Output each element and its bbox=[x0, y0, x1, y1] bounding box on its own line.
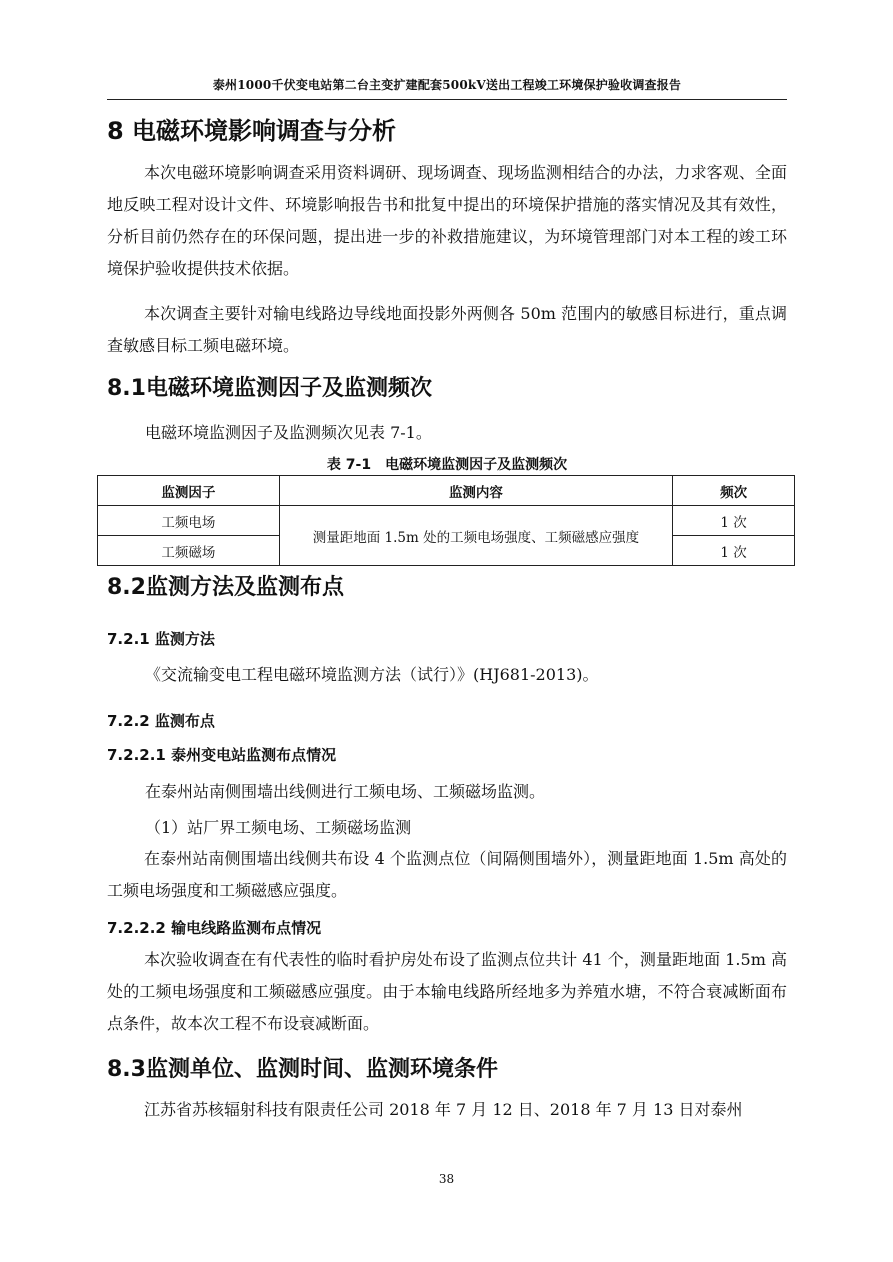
line-monitoring-paragraph: 本次验收调查在有代表性的临时看护房处布设了监测点位共计 41 个，测量距地面 1.5m 高处的工频电场强度和工频磁感应强度。由于本输电线路所经地多为养殖水塘，不符合衰减断面布点条件，故本次工程不布设衰减断面。 bbox=[107, 950, 787, 1033]
running-header: 泰州1000千伏变电站第二台主变扩建配套500kV送出工程竣工环境保护验收调查报告 bbox=[212, 78, 682, 92]
page-number: 38 bbox=[438, 1172, 455, 1186]
table-cell-factor: 工频电场 bbox=[98, 506, 280, 536]
monitoring-unit-paragraph: 江苏省苏核辐射科技有限责任公司 2018 年 7 月 12 日、2018 年 7 月 13 日对泰州 bbox=[144, 1100, 743, 1119]
chapter-title: 8 电磁环境影响调查与分析 bbox=[107, 117, 397, 145]
intro-paragraph: 本次电磁环境影响调查采用资料调研、现场调查、现场监测相结合的办法，力求客观、全面地反映工程对设计文件、环境影响报告书和批复中提出的环境保护措施的落实情况及其有效性，分析目前仍然存在的环保问题，提出进一步的补救措施建议，为环境管理部门对本工程的竣工环境保护验收提供技术依据。 bbox=[107, 163, 787, 278]
scope-paragraph: 本次调查主要针对输电线路边导线地面投影外两侧各 50m 范围内的敏感目标进行，重点调查敏感目标工频电磁环境。 bbox=[107, 304, 787, 355]
subsection-7-2-2-title: 7.2.2 监测布点 bbox=[107, 712, 215, 730]
table-caption: 表 7-1 电磁环境监测因子及监测频次 bbox=[326, 457, 568, 473]
table-header-cell: 监测因子 bbox=[98, 476, 280, 506]
header-rule bbox=[107, 99, 787, 100]
monitoring-factor-table bbox=[97, 475, 795, 566]
table-intro-text: 电磁环境监测因子及监测频次见表 7-1。 bbox=[145, 423, 432, 442]
subsection-7-2-1-title: 7.2.1 监测方法 bbox=[107, 630, 215, 648]
table-row bbox=[98, 506, 795, 536]
table-cell-factor: 工频磁场 bbox=[98, 536, 280, 566]
subsection-7-2-2-1-title: 7.2.2.1 泰州变电站监测布点情况 bbox=[107, 746, 337, 764]
table-header-row bbox=[98, 476, 795, 506]
section-8-3-title: 8.3监测单位、监测时间、监测环境条件 bbox=[107, 1057, 498, 1082]
section-8-2-title: 8.2监测方法及监测布点 bbox=[107, 575, 344, 600]
table-header-cell: 监测内容 bbox=[279, 476, 672, 506]
section-8-1-title: 8.1电磁环境监测因子及监测频次 bbox=[107, 376, 432, 401]
table-header-cell: 频次 bbox=[673, 476, 795, 506]
monitoring-method-text: 《交流输变电工程电磁环境监测方法（试行）》(HJ681-2013)。 bbox=[145, 665, 599, 684]
table-cell-content: 测量距地面 1.5m 处的工频电场强度、工频磁感应强度 bbox=[279, 506, 672, 566]
substation-points-paragraph: 在泰州站南侧围墙出线侧共布设 4 个监测点位（间隔侧围墙外），测量距地面 1.5m 高处的工频电场强度和工频磁感应强度。 bbox=[107, 849, 787, 900]
table-cell-frequency: 1 次 bbox=[673, 506, 795, 536]
subsection-7-2-2-2-title: 7.2.2.2 输电线路监测布点情况 bbox=[107, 919, 322, 937]
boundary-monitoring-item: （1）站厂界工频电场、工频磁场监测 bbox=[145, 818, 412, 837]
table-cell-frequency: 1 次 bbox=[673, 536, 795, 566]
substation-monitoring-text: 在泰州站南侧围墙出线侧进行工频电场、工频磁场监测。 bbox=[145, 782, 546, 801]
